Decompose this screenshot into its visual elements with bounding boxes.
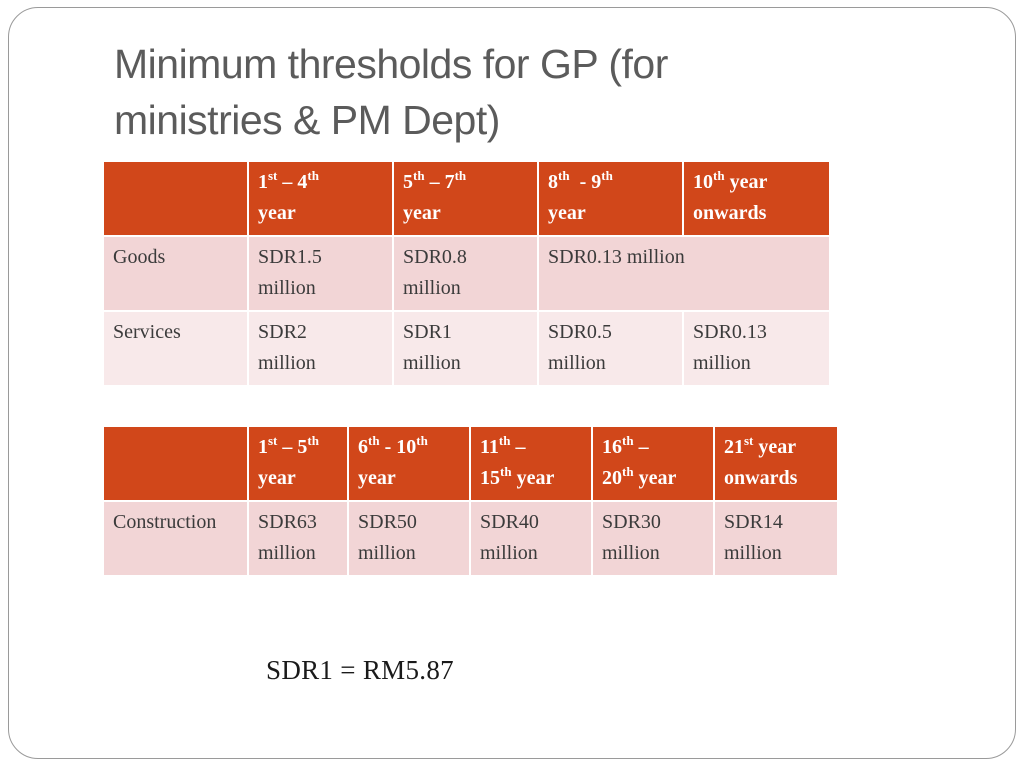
table-header-row — [103, 426, 838, 501]
slide-title — [114, 36, 874, 148]
header-blank-cell — [103, 161, 248, 236]
header-cell: 16th – 20th year — [592, 426, 714, 501]
header-cell: 1st – 5th year — [248, 426, 348, 501]
table-cell: SDR40 million — [470, 501, 592, 576]
table-cell: SDR30 million — [592, 501, 714, 576]
table-cell-merged: SDR0.13 million — [538, 236, 830, 311]
table-row-goods — [103, 236, 830, 311]
table-cell: SDR0.13 million — [683, 311, 830, 386]
table-cell: SDR0.5 million — [538, 311, 683, 386]
table-cell: SDR2 million — [248, 311, 393, 386]
header-cell: 6th - 10th year — [348, 426, 470, 501]
header-blank-cell — [103, 426, 248, 501]
goods-services-threshold-table — [102, 160, 831, 387]
table-cell: SDR50 million — [348, 501, 470, 576]
table-header-row — [103, 161, 830, 236]
header-cell: 1st – 4th year — [248, 161, 393, 236]
table-row-construction — [103, 501, 838, 576]
title-line-2: ministries & PM Dept) — [114, 97, 500, 143]
header-cell: 5th – 7th year — [393, 161, 538, 236]
title-line-1: Minimum thresholds for GP (for — [114, 41, 668, 87]
table-row-services — [103, 311, 830, 386]
header-cell: 8th - 9th year — [538, 161, 683, 236]
table-cell: SDR14 million — [714, 501, 838, 576]
header-cell: 11th – 15th year — [470, 426, 592, 501]
table-cell: SDR1 million — [393, 311, 538, 386]
row-label: Services — [103, 311, 248, 386]
table-cell: SDR1.5 million — [248, 236, 393, 311]
construction-threshold-table — [102, 425, 839, 577]
exchange-rate-note: SDR1 = RM5.87 — [266, 655, 454, 685]
row-label: Construction — [103, 501, 248, 576]
header-cell: 10th year onwards — [683, 161, 830, 236]
row-label: Goods — [103, 236, 248, 311]
table-cell: SDR63 million — [248, 501, 348, 576]
table-cell: SDR0.8 million — [393, 236, 538, 311]
header-cell: 21st year onwards — [714, 426, 838, 501]
